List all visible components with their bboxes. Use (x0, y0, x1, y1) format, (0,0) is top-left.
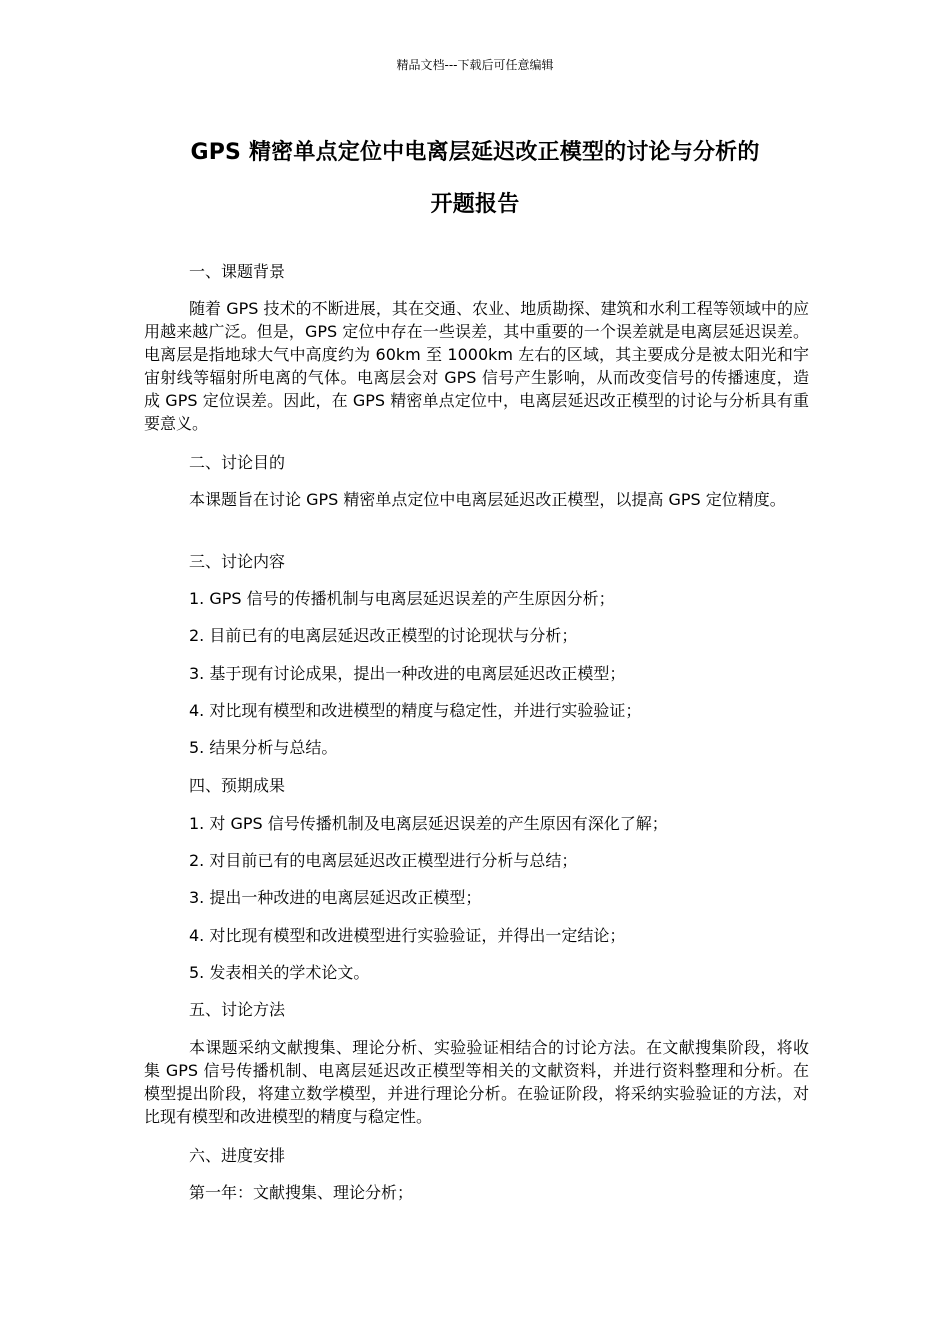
section-heading-method: 五、讨论方法 (189, 1000, 286, 1019)
list-item: 第一年：文献搜集、理论分析； (189, 1183, 414, 1202)
section-heading-content: 三、讨论内容 (189, 552, 286, 571)
list-item: 3. 基于现有讨论成果，提出一种改进的电离层延迟改正模型； (189, 664, 626, 683)
list-item: 4. 对比现有模型和改进模型的精度与稳定性，并进行实验验证； (189, 701, 642, 720)
list-item: 5. 结果分析与总结。 (189, 738, 338, 757)
page-header-note: 精品文档---下载后可任意编辑 (396, 58, 554, 72)
list-item: 4. 对比现有模型和改进模型进行实验验证，并得出一定结论； (189, 926, 626, 945)
section-heading-expected: 四、预期成果 (189, 776, 286, 795)
document-title-line-1: GPS 精密单点定位中电离层延迟改正模型的讨论与分析的 (190, 140, 760, 165)
section-heading-schedule: 六、进度安排 (189, 1146, 286, 1165)
list-item: 2. 对目前已有的电离层延迟改正模型进行分析与总结； (189, 851, 578, 870)
list-item: 3. 提出一种改进的电离层延迟改正模型； (189, 888, 482, 907)
document-title-line-2: 开题报告 (430, 192, 520, 217)
list-item: 2. 目前已有的电离层延迟改正模型的讨论现状与分析； (189, 626, 578, 645)
section-heading-purpose: 二、讨论目的 (189, 453, 286, 472)
section-heading-background: 一、课题背景 (189, 262, 286, 281)
list-item: 5. 发表相关的学术论文。 (189, 963, 370, 982)
section-paragraph-purpose: 本课题旨在讨论 GPS 精密单点定位中电离层延迟改正模型，以提高 GPS 定位精度。 (189, 490, 786, 509)
list-item: 1. 对 GPS 信号传播机制及电离层延迟误差的产生原因有深化了解； (189, 814, 668, 833)
section-paragraph-background: 随着 GPS 技术的不断进展，其在交通、农业、地质勘探、建筑和水利工程等领域中的应用越来越广泛。但是，GPS 定位中存在一些误差，其中重要的一个误差就是电离层延迟误差。电离层是指地球大气中高度约为 60km 至 1000km 左右的区域，其主要成分是被太阳光和宇宙射线等辐射所电离的气体。电离层会对 GPS 信号产生影响，从而改变信号的传播速度，造成 GPS 定位误差。因此，在 GPS 精密单点定位中，电离层延迟改正模型的讨论与分析具有重要意义。 (144, 299, 809, 433)
list-item: 1. GPS 信号的传播机制与电离层延迟误差的产生原因分析； (189, 589, 615, 608)
section-paragraph-method: 本课题采纳文献搜集、理论分析、实验验证相结合的讨论方法。在文献搜集阶段，将收集 GPS 信号传播机制、电离层延迟改正模型等相关的文献资料，并进行资料整理和分析。在模型提出阶段，将建立数学模型，并进行理论分析。在验证阶段，将采纳实验验证的方法，对比现有模型和改进模型的精度与稳定性。 (144, 1038, 809, 1126)
